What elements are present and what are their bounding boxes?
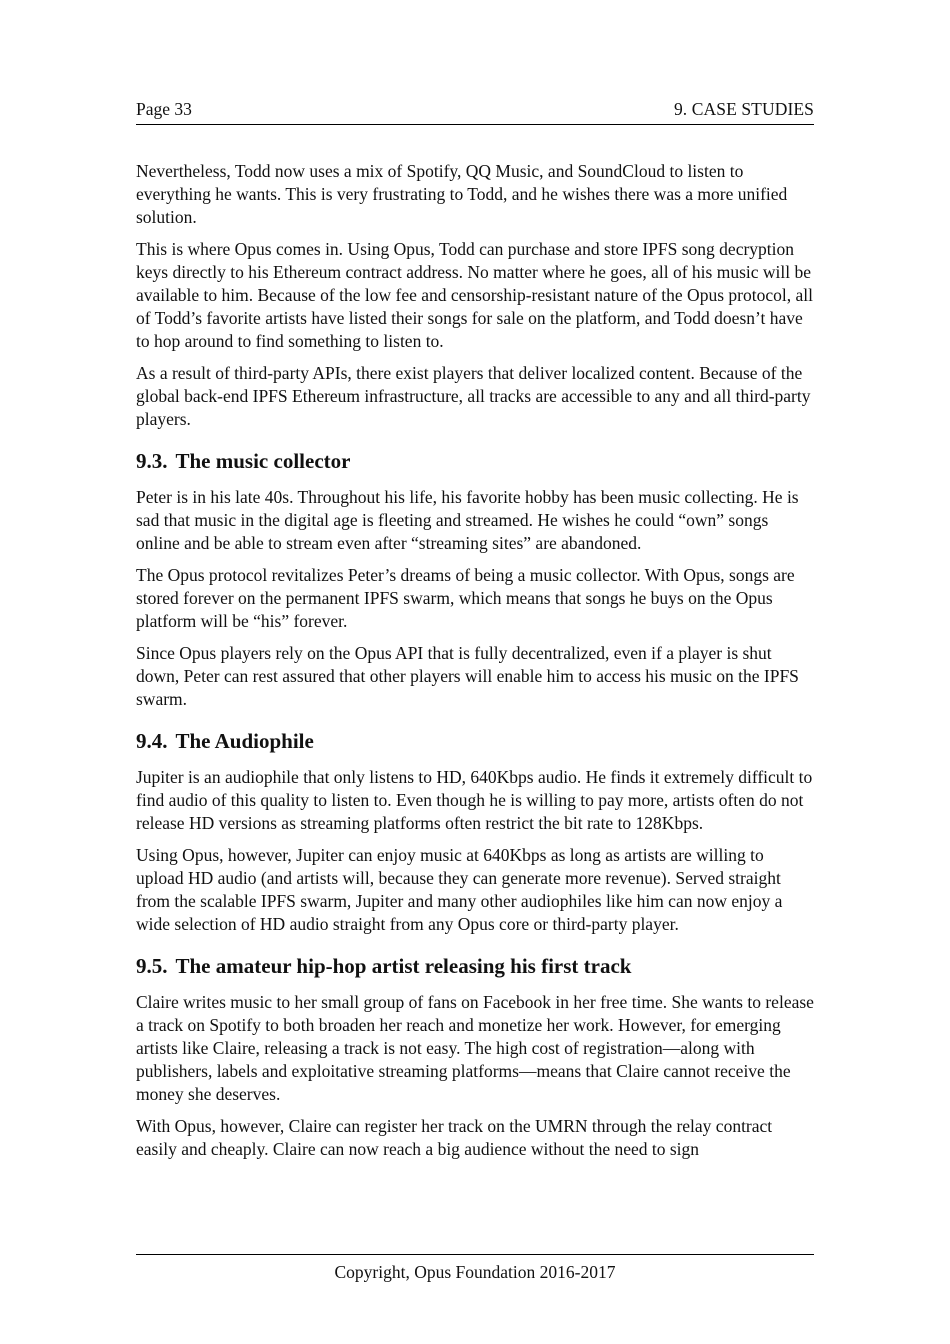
paragraph: This is where Opus comes in. Using Opus, Todd can purchase and store IPFS song decryption keys directly to his Ethereum contract address. No matter where he goes, all of his music will be available to him. Because of the low fee and censorship-resistant nature of the Opus protocol, all of Todd’s favorite artists have listed their songs for sale on the platform, and Todd doesn’t have to hop around to find something to listen to.	[136, 239, 813, 351]
paragraph: Since Opus players rely on the Opus API that is fully decentralized, even if a player is shut down, Peter can rest assured that other players will enable him to access his music on the IPFS swarm.	[136, 643, 799, 709]
section-title: The music collector	[175, 449, 351, 473]
copyright-text: Copyright, Opus Foundation 2016-2017	[334, 1262, 616, 1282]
paragraph: Nevertheless, Todd now uses a mix of Spotify, QQ Music, and SoundCloud to listen to everything he wants. This is very frustrating to Todd, and he wishes there was a more unified solution.	[136, 161, 788, 227]
paragraph: As a result of third-party APIs, there exist players that deliver localized content. Because of the global back-end IPFS Ethereum infrastructure, all tracks are accessible to any and all third-party players.	[136, 363, 811, 429]
section-number: 9.5.	[136, 954, 168, 978]
section-number: 9.3.	[136, 449, 168, 473]
page-footer	[136, 1254, 814, 1283]
paragraph: The Opus protocol revitalizes Peter’s dreams of being a music collector. With Opus, songs are stored forever on the permanent IPFS swarm, which means that songs he buys on the Opus platform will be “his” forever.	[136, 565, 795, 631]
page-header	[136, 98, 814, 125]
section-number: 9.4.	[136, 729, 168, 753]
section-title: The Audiophile	[175, 729, 314, 753]
section-heading-9-5	[136, 953, 814, 979]
chapter-title: 9. CASE STUDIES	[673, 99, 814, 119]
section-heading-9-4	[136, 728, 814, 754]
page-body	[136, 160, 814, 1170]
section-title: The amateur hip-hop artist releasing his first track	[175, 954, 632, 978]
section-heading-9-3	[136, 448, 814, 474]
paragraph: With Opus, however, Claire can register her track on the UMRN through the relay contract easily and cheaply. Claire can now reach a big audience without the need to sign	[136, 1116, 773, 1159]
paragraph: Using Opus, however, Jupiter can enjoy music at 640Kbps as long as artists are willing to upload HD audio (and artists will, because they can generate more revenue). Served straight from the scalable IPFS swarm, Jupiter and many other audiophiles like him can now enjoy a wide selection of HD audio straight from any Opus core or third-party player.	[136, 845, 783, 934]
paragraph: Claire writes music to her small group of fans on Facebook in her free time. She wants to release a track on Spotify to both broaden her reach and monetize her work. However, for emerging artists like Claire, releasing a track is not easy. The high cost of registration—along with publishers, labels and exploitative streaming platforms—means that Claire cannot receive the money she deserves.	[136, 992, 814, 1104]
page-number: Page 33	[136, 99, 192, 119]
paragraph: Peter is in his late 40s. Throughout his life, his favorite hobby has been music collecting. He is sad that music in the digital age is fleeting and streamed. He wishes he could “own” songs online and be able to stream even after “streaming sites” are abandoned.	[136, 487, 799, 553]
paragraph: Jupiter is an audiophile that only listens to HD, 640Kbps audio. He finds it extremely difficult to find audio of this quality to listen to. Even though he is willing to pay more, artists often do not release HD versions as streaming platforms often restrict the bit rate to 128Kbps.	[136, 767, 813, 833]
